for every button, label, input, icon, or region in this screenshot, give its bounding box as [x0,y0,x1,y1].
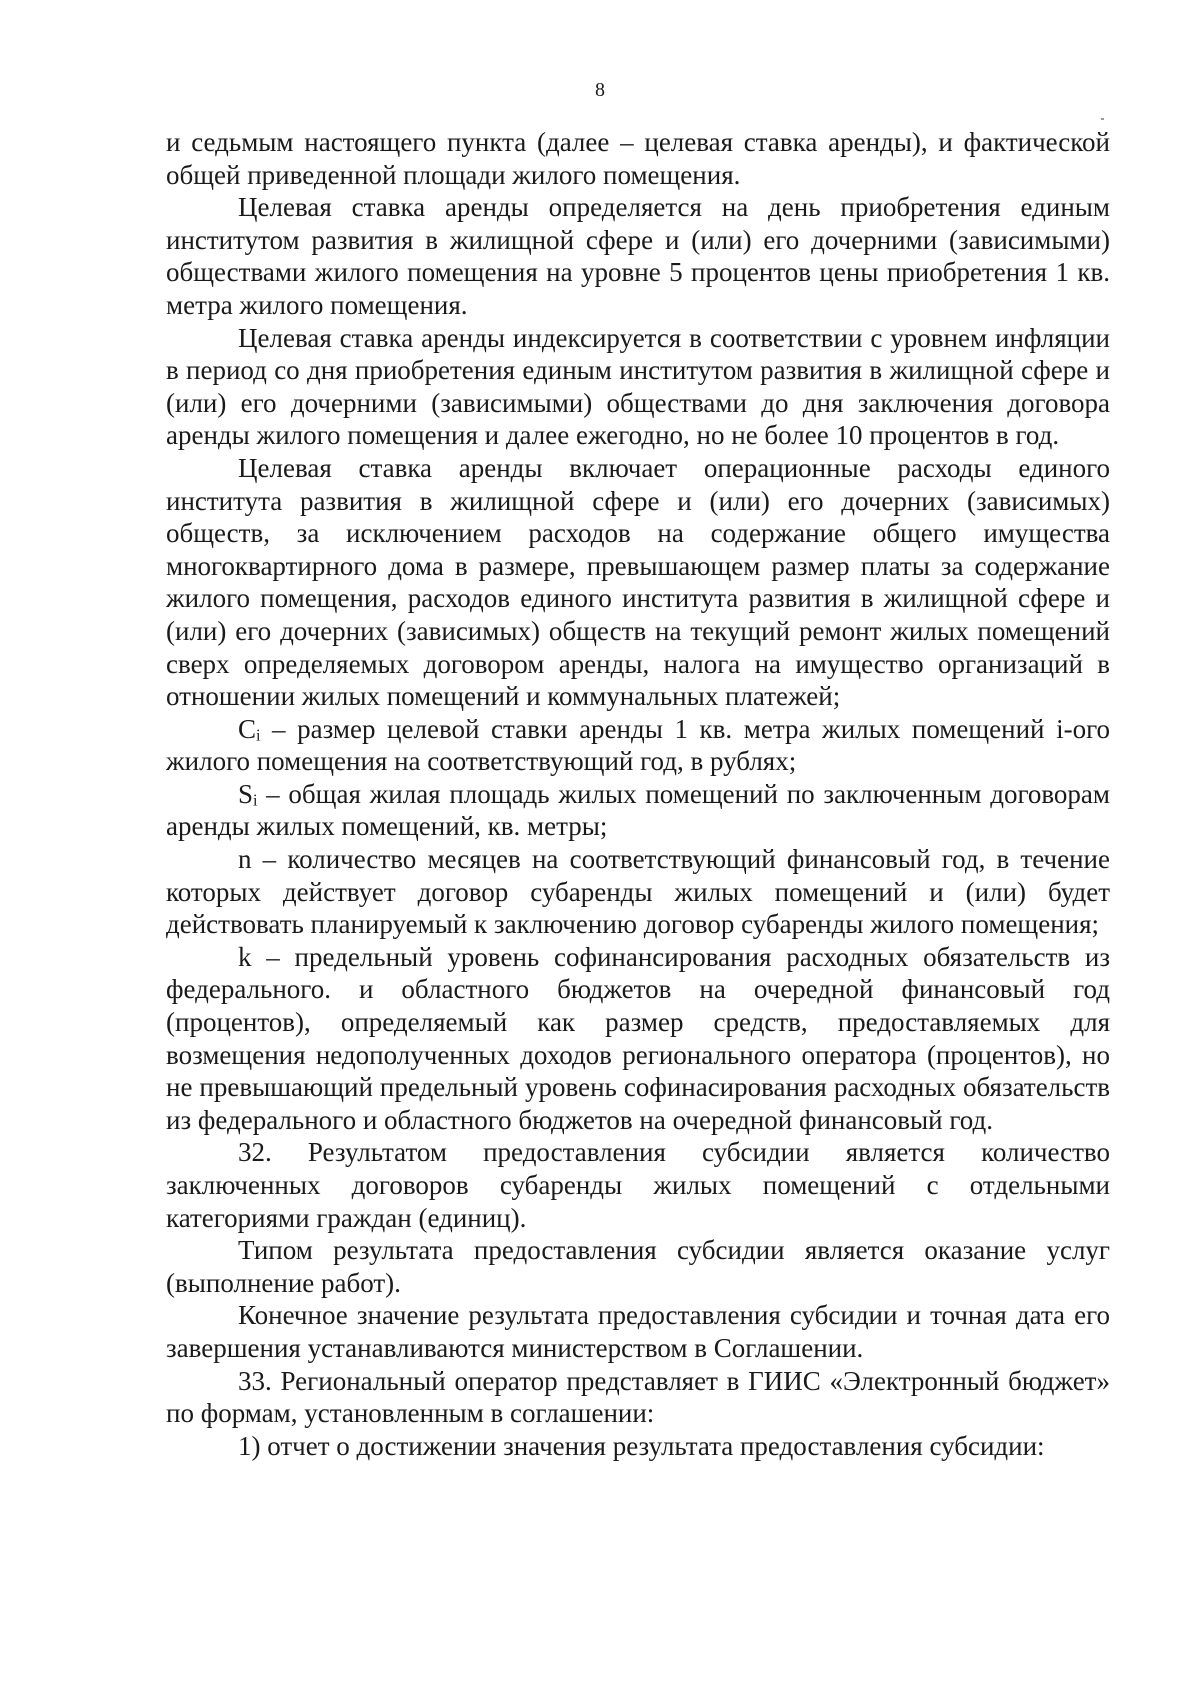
paragraph-result-type: Типом результата предоставления субсидии является оказание услуг (выполнение работ). [166,1235,1110,1298]
paragraph-ci-definition: Cᵢ – размер целевой ставки аренды 1 кв. метра жилых помещений i-ого жилого помещения на соответствующий год, в рублях; [166,713,1110,777]
paragraph-target-rate-definition: Целевая ставка аренды определяется на день приобретения единым институтом развития в жилищной сфере и (или) его дочерними (зависимыми) обществами жилого помещения на уровне 5 процентов цены приобретения 1 кв. метра жилого помещения. [166,192,1110,320]
paragraph-item-32: 32. Результатом предоставления субсидии является количество заключенных договоров субаренды жилых помещений с отдельными категориями граждан (единиц). [166,1137,1110,1233]
page-number: 8 [595,79,605,101]
paragraph-continuation: и седьмым настоящего пункта (далее – целевая ставка аренды), и фактической общей приведенной площади жилого помещения. [166,127,1110,190]
document-body [166,126,1110,1462]
scan-artifact [1101,118,1104,120]
paragraph-k-definition: k – предельный уровень софинансирования расходных обязательств из федерального. и областного бюджетов на очередной финансовый год (процентов), определяемый как размер средств, предоставляемых для возмещения недополученных доходов регионального оператора (процентов), но не превышающий предельный уровень софинасирования расходных обязательств из федерального и областного бюджетов на очередной финансовый год. [166,941,1110,1135]
paragraph-si-definition: Sᵢ – общая жилая площадь жилых помещений по заключенным договорам аренды жилых помещений, кв. метры; [166,778,1110,842]
paragraph-target-rate-indexation: Целевая ставка аренды индексируется в соответствии с уровнем инфляции в период со дня приобретения единым институтом развития в жилищной сфере и (или) его дочерними (зависимыми) обществами до дня заключения договора аренды жилого помещения и далее ежегодно, но не более 10 процентов в год. [166,322,1110,451]
paragraph-report-item-1: 1) отчет о достижении значения результата предоставления субсидии: [238,1430,1045,1461]
paragraph-n-definition: n – количество месяцев на соответствующий финансовый год, в течение которых действует договор субаренды жилых помещений и (или) будет действовать планируемый к заключению договор субаренды жилого помещения; [166,844,1110,940]
paragraph-final-value: Конечное значение результата предоставления субсидии и точная дата его завершения устанавливаются министерством в Соглашении. [166,1300,1110,1363]
paragraph-item-33: 33. Региональный оператор представляет в ГИИС «Электронный бюджет» по формам, установленным в соглашении: [166,1365,1110,1429]
paragraph-target-rate-expenses: Целевая ставка аренды включает операционные расходы единого института развития в жилищной сфере и (или) его дочерних (зависимых) обществ, за исключением расходов на содержание общего имущества многоквартирного дома в размере, превышающем размер платы за содержание жилого помещения, расходов единого института развития в жилищной сфере и (или) его дочерних (зависимых) обществ на текущий ремонт жилых помещений сверх определяемых договором аренды, налога на имущество организаций в отношении жилых помещений и коммунальных платежей; [166,452,1110,712]
